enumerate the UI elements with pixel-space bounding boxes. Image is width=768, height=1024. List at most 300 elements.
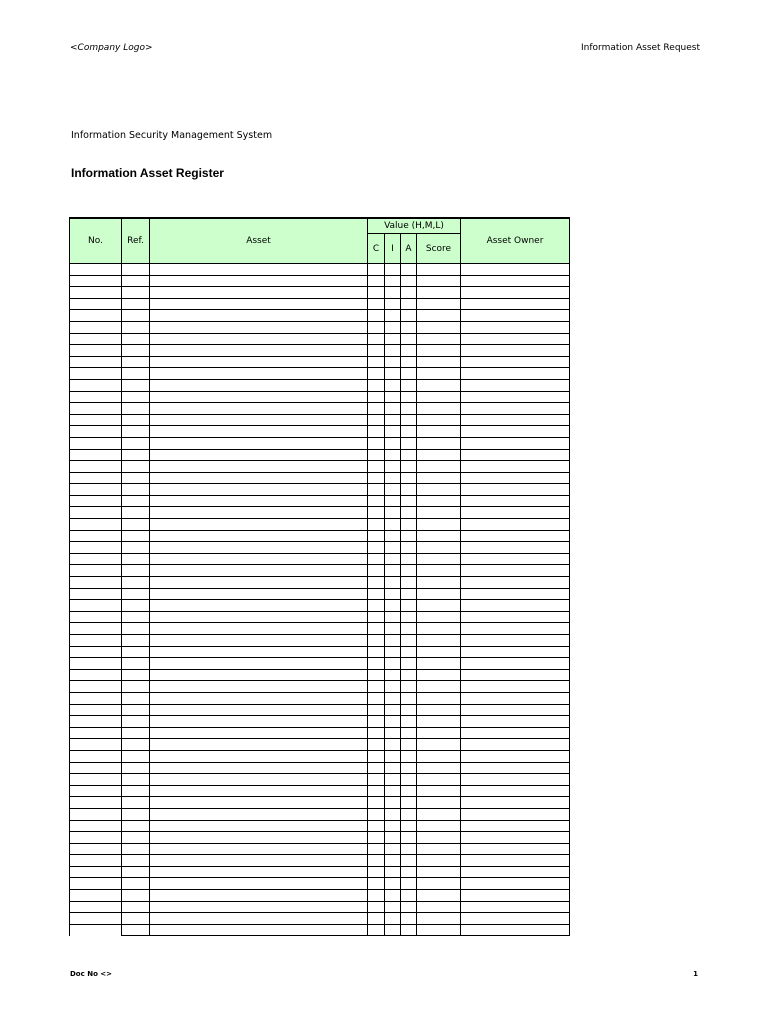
cell-owner[interactable] xyxy=(461,588,570,600)
cell-ref[interactable] xyxy=(122,298,150,310)
cell-score[interactable] xyxy=(417,669,461,681)
cell-c[interactable] xyxy=(368,275,385,287)
cell-i[interactable] xyxy=(385,437,401,449)
cell-owner[interactable] xyxy=(461,843,570,855)
cell-owner[interactable] xyxy=(461,866,570,878)
cell-ref[interactable] xyxy=(122,356,150,368)
cell-score[interactable] xyxy=(417,287,461,299)
cell-c[interactable] xyxy=(368,820,385,832)
cell-a[interactable] xyxy=(401,333,417,345)
cell-ref[interactable] xyxy=(122,449,150,461)
cell-ref[interactable] xyxy=(122,727,150,739)
cell-c[interactable] xyxy=(368,264,385,276)
cell-c[interactable] xyxy=(368,750,385,762)
cell-i[interactable] xyxy=(385,866,401,878)
cell-a[interactable] xyxy=(401,681,417,693)
cell-ref[interactable] xyxy=(122,820,150,832)
cell-owner[interactable] xyxy=(461,356,570,368)
cell-owner[interactable] xyxy=(461,484,570,496)
cell-no[interactable] xyxy=(70,913,122,925)
cell-asset[interactable] xyxy=(150,414,368,426)
cell-no[interactable] xyxy=(70,414,122,426)
cell-a[interactable] xyxy=(401,588,417,600)
cell-score[interactable] xyxy=(417,565,461,577)
cell-score[interactable] xyxy=(417,855,461,867)
cell-i[interactable] xyxy=(385,727,401,739)
cell-owner[interactable] xyxy=(461,750,570,762)
cell-asset[interactable] xyxy=(150,681,368,693)
cell-score[interactable] xyxy=(417,507,461,519)
cell-no[interactable] xyxy=(70,495,122,507)
cell-score[interactable] xyxy=(417,704,461,716)
cell-i[interactable] xyxy=(385,878,401,890)
cell-i[interactable] xyxy=(385,739,401,751)
cell-asset[interactable] xyxy=(150,669,368,681)
cell-c[interactable] xyxy=(368,426,385,438)
cell-c[interactable] xyxy=(368,519,385,531)
cell-i[interactable] xyxy=(385,890,401,902)
cell-score[interactable] xyxy=(417,333,461,345)
cell-ref[interactable] xyxy=(122,495,150,507)
cell-a[interactable] xyxy=(401,553,417,565)
cell-i[interactable] xyxy=(385,391,401,403)
cell-score[interactable] xyxy=(417,878,461,890)
cell-score[interactable] xyxy=(417,356,461,368)
cell-score[interactable] xyxy=(417,762,461,774)
cell-owner[interactable] xyxy=(461,519,570,531)
cell-owner[interactable] xyxy=(461,321,570,333)
cell-a[interactable] xyxy=(401,866,417,878)
cell-score[interactable] xyxy=(417,275,461,287)
cell-a[interactable] xyxy=(401,750,417,762)
cell-c[interactable] xyxy=(368,762,385,774)
cell-owner[interactable] xyxy=(461,681,570,693)
cell-a[interactable] xyxy=(401,820,417,832)
cell-score[interactable] xyxy=(417,913,461,925)
cell-owner[interactable] xyxy=(461,565,570,577)
cell-owner[interactable] xyxy=(461,414,570,426)
cell-i[interactable] xyxy=(385,321,401,333)
cell-i[interactable] xyxy=(385,287,401,299)
cell-a[interactable] xyxy=(401,519,417,531)
cell-owner[interactable] xyxy=(461,774,570,786)
cell-ref[interactable] xyxy=(122,437,150,449)
cell-asset[interactable] xyxy=(150,287,368,299)
cell-score[interactable] xyxy=(417,472,461,484)
cell-no[interactable] xyxy=(70,275,122,287)
cell-asset[interactable] xyxy=(150,785,368,797)
cell-ref[interactable] xyxy=(122,774,150,786)
cell-ref[interactable] xyxy=(122,507,150,519)
cell-asset[interactable] xyxy=(150,391,368,403)
cell-no[interactable] xyxy=(70,797,122,809)
cell-a[interactable] xyxy=(401,727,417,739)
cell-asset[interactable] xyxy=(150,808,368,820)
cell-score[interactable] xyxy=(417,774,461,786)
cell-no[interactable] xyxy=(70,287,122,299)
cell-no[interactable] xyxy=(70,843,122,855)
cell-a[interactable] xyxy=(401,623,417,635)
cell-no[interactable] xyxy=(70,600,122,612)
cell-a[interactable] xyxy=(401,356,417,368)
cell-no[interactable] xyxy=(70,890,122,902)
cell-asset[interactable] xyxy=(150,762,368,774)
cell-score[interactable] xyxy=(417,692,461,704)
cell-c[interactable] xyxy=(368,739,385,751)
cell-asset[interactable] xyxy=(150,901,368,913)
cell-asset[interactable] xyxy=(150,333,368,345)
cell-ref[interactable] xyxy=(122,692,150,704)
cell-c[interactable] xyxy=(368,669,385,681)
cell-score[interactable] xyxy=(417,530,461,542)
cell-i[interactable] xyxy=(385,716,401,728)
cell-score[interactable] xyxy=(417,426,461,438)
cell-owner[interactable] xyxy=(461,507,570,519)
cell-a[interactable] xyxy=(401,426,417,438)
cell-no[interactable] xyxy=(70,750,122,762)
cell-a[interactable] xyxy=(401,321,417,333)
cell-owner[interactable] xyxy=(461,669,570,681)
cell-no[interactable] xyxy=(70,855,122,867)
cell-i[interactable] xyxy=(385,820,401,832)
cell-c[interactable] xyxy=(368,472,385,484)
cell-i[interactable] xyxy=(385,588,401,600)
cell-i[interactable] xyxy=(385,577,401,589)
cell-a[interactable] xyxy=(401,716,417,728)
cell-a[interactable] xyxy=(401,403,417,415)
cell-owner[interactable] xyxy=(461,333,570,345)
cell-ref[interactable] xyxy=(122,878,150,890)
cell-i[interactable] xyxy=(385,449,401,461)
cell-ref[interactable] xyxy=(122,750,150,762)
cell-no[interactable] xyxy=(70,461,122,473)
cell-no[interactable] xyxy=(70,321,122,333)
cell-ref[interactable] xyxy=(122,913,150,925)
cell-c[interactable] xyxy=(368,635,385,647)
cell-asset[interactable] xyxy=(150,321,368,333)
cell-ref[interactable] xyxy=(122,739,150,751)
cell-owner[interactable] xyxy=(461,530,570,542)
cell-c[interactable] xyxy=(368,646,385,658)
cell-i[interactable] xyxy=(385,495,401,507)
cell-no[interactable] xyxy=(70,298,122,310)
cell-c[interactable] xyxy=(368,588,385,600)
cell-no[interactable] xyxy=(70,379,122,391)
cell-score[interactable] xyxy=(417,716,461,728)
cell-asset[interactable] xyxy=(150,890,368,902)
cell-ref[interactable] xyxy=(122,565,150,577)
cell-ref[interactable] xyxy=(122,542,150,554)
cell-score[interactable] xyxy=(417,901,461,913)
cell-no[interactable] xyxy=(70,507,122,519)
cell-asset[interactable] xyxy=(150,565,368,577)
cell-score[interactable] xyxy=(417,391,461,403)
cell-owner[interactable] xyxy=(461,368,570,380)
cell-a[interactable] xyxy=(401,565,417,577)
cell-ref[interactable] xyxy=(122,588,150,600)
cell-no[interactable] xyxy=(70,646,122,658)
cell-c[interactable] xyxy=(368,600,385,612)
cell-owner[interactable] xyxy=(461,298,570,310)
cell-score[interactable] xyxy=(417,635,461,647)
cell-no[interactable] xyxy=(70,692,122,704)
cell-asset[interactable] xyxy=(150,797,368,809)
cell-score[interactable] xyxy=(417,600,461,612)
cell-a[interactable] xyxy=(401,669,417,681)
cell-a[interactable] xyxy=(401,542,417,554)
cell-no[interactable] xyxy=(70,669,122,681)
cell-c[interactable] xyxy=(368,704,385,716)
cell-no[interactable] xyxy=(70,565,122,577)
cell-score[interactable] xyxy=(417,542,461,554)
cell-no[interactable] xyxy=(70,762,122,774)
cell-score[interactable] xyxy=(417,750,461,762)
cell-c[interactable] xyxy=(368,832,385,844)
cell-owner[interactable] xyxy=(461,704,570,716)
cell-score[interactable] xyxy=(417,437,461,449)
cell-ref[interactable] xyxy=(122,472,150,484)
cell-no[interactable] xyxy=(70,658,122,670)
cell-asset[interactable] xyxy=(150,832,368,844)
cell-owner[interactable] xyxy=(461,739,570,751)
cell-i[interactable] xyxy=(385,635,401,647)
cell-owner[interactable] xyxy=(461,449,570,461)
cell-ref[interactable] xyxy=(122,797,150,809)
cell-no[interactable] xyxy=(70,681,122,693)
cell-asset[interactable] xyxy=(150,553,368,565)
cell-ref[interactable] xyxy=(122,646,150,658)
cell-i[interactable] xyxy=(385,414,401,426)
cell-ref[interactable] xyxy=(122,600,150,612)
cell-owner[interactable] xyxy=(461,611,570,623)
cell-i[interactable] xyxy=(385,785,401,797)
cell-i[interactable] xyxy=(385,379,401,391)
cell-a[interactable] xyxy=(401,275,417,287)
cell-owner[interactable] xyxy=(461,635,570,647)
cell-no[interactable] xyxy=(70,901,122,913)
cell-asset[interactable] xyxy=(150,530,368,542)
cell-c[interactable] xyxy=(368,913,385,925)
cell-i[interactable] xyxy=(385,565,401,577)
cell-c[interactable] xyxy=(368,843,385,855)
cell-no[interactable] xyxy=(70,368,122,380)
cell-owner[interactable] xyxy=(461,345,570,357)
cell-asset[interactable] xyxy=(150,472,368,484)
cell-a[interactable] xyxy=(401,345,417,357)
cell-i[interactable] xyxy=(385,298,401,310)
cell-ref[interactable] xyxy=(122,832,150,844)
cell-i[interactable] xyxy=(385,913,401,925)
cell-ref[interactable] xyxy=(122,287,150,299)
cell-owner[interactable] xyxy=(461,855,570,867)
cell-owner[interactable] xyxy=(461,646,570,658)
cell-c[interactable] xyxy=(368,924,385,936)
cell-no[interactable] xyxy=(70,264,122,276)
cell-asset[interactable] xyxy=(150,403,368,415)
cell-owner[interactable] xyxy=(461,913,570,925)
cell-no[interactable] xyxy=(70,866,122,878)
cell-a[interactable] xyxy=(401,577,417,589)
cell-c[interactable] xyxy=(368,692,385,704)
cell-no[interactable] xyxy=(70,832,122,844)
cell-asset[interactable] xyxy=(150,368,368,380)
cell-ref[interactable] xyxy=(122,669,150,681)
cell-owner[interactable] xyxy=(461,832,570,844)
cell-i[interactable] xyxy=(385,611,401,623)
cell-a[interactable] xyxy=(401,901,417,913)
cell-i[interactable] xyxy=(385,356,401,368)
cell-asset[interactable] xyxy=(150,820,368,832)
cell-owner[interactable] xyxy=(461,716,570,728)
cell-ref[interactable] xyxy=(122,426,150,438)
cell-c[interactable] xyxy=(368,379,385,391)
cell-c[interactable] xyxy=(368,298,385,310)
cell-ref[interactable] xyxy=(122,901,150,913)
cell-score[interactable] xyxy=(417,379,461,391)
cell-asset[interactable] xyxy=(150,924,368,936)
cell-a[interactable] xyxy=(401,855,417,867)
cell-c[interactable] xyxy=(368,449,385,461)
cell-c[interactable] xyxy=(368,611,385,623)
cell-a[interactable] xyxy=(401,658,417,670)
cell-c[interactable] xyxy=(368,495,385,507)
cell-asset[interactable] xyxy=(150,426,368,438)
cell-owner[interactable] xyxy=(461,924,570,936)
cell-score[interactable] xyxy=(417,727,461,739)
cell-i[interactable] xyxy=(385,507,401,519)
cell-owner[interactable] xyxy=(461,461,570,473)
cell-asset[interactable] xyxy=(150,750,368,762)
cell-ref[interactable] xyxy=(122,924,150,936)
cell-c[interactable] xyxy=(368,310,385,322)
cell-ref[interactable] xyxy=(122,530,150,542)
cell-owner[interactable] xyxy=(461,600,570,612)
cell-i[interactable] xyxy=(385,403,401,415)
cell-ref[interactable] xyxy=(122,890,150,902)
cell-asset[interactable] xyxy=(150,855,368,867)
cell-owner[interactable] xyxy=(461,379,570,391)
cell-owner[interactable] xyxy=(461,310,570,322)
cell-owner[interactable] xyxy=(461,727,570,739)
cell-a[interactable] xyxy=(401,808,417,820)
cell-c[interactable] xyxy=(368,356,385,368)
cell-no[interactable] xyxy=(70,611,122,623)
cell-asset[interactable] xyxy=(150,774,368,786)
cell-c[interactable] xyxy=(368,623,385,635)
cell-no[interactable] xyxy=(70,345,122,357)
cell-owner[interactable] xyxy=(461,762,570,774)
cell-no[interactable] xyxy=(70,356,122,368)
cell-c[interactable] xyxy=(368,403,385,415)
cell-asset[interactable] xyxy=(150,646,368,658)
cell-asset[interactable] xyxy=(150,356,368,368)
cell-asset[interactable] xyxy=(150,611,368,623)
cell-asset[interactable] xyxy=(150,379,368,391)
cell-a[interactable] xyxy=(401,264,417,276)
cell-c[interactable] xyxy=(368,716,385,728)
cell-score[interactable] xyxy=(417,739,461,751)
cell-i[interactable] xyxy=(385,704,401,716)
cell-a[interactable] xyxy=(401,437,417,449)
cell-ref[interactable] xyxy=(122,414,150,426)
cell-i[interactable] xyxy=(385,692,401,704)
cell-a[interactable] xyxy=(401,913,417,925)
cell-a[interactable] xyxy=(401,890,417,902)
cell-asset[interactable] xyxy=(150,878,368,890)
cell-a[interactable] xyxy=(401,414,417,426)
cell-score[interactable] xyxy=(417,264,461,276)
cell-c[interactable] xyxy=(368,901,385,913)
cell-c[interactable] xyxy=(368,484,385,496)
cell-c[interactable] xyxy=(368,437,385,449)
cell-a[interactable] xyxy=(401,704,417,716)
cell-ref[interactable] xyxy=(122,681,150,693)
cell-a[interactable] xyxy=(401,843,417,855)
cell-score[interactable] xyxy=(417,461,461,473)
cell-ref[interactable] xyxy=(122,403,150,415)
cell-score[interactable] xyxy=(417,414,461,426)
cell-a[interactable] xyxy=(401,611,417,623)
cell-no[interactable] xyxy=(70,623,122,635)
cell-score[interactable] xyxy=(417,449,461,461)
cell-score[interactable] xyxy=(417,553,461,565)
cell-owner[interactable] xyxy=(461,264,570,276)
cell-asset[interactable] xyxy=(150,437,368,449)
cell-c[interactable] xyxy=(368,287,385,299)
cell-no[interactable] xyxy=(70,426,122,438)
cell-score[interactable] xyxy=(417,298,461,310)
cell-c[interactable] xyxy=(368,391,385,403)
cell-no[interactable] xyxy=(70,820,122,832)
cell-ref[interactable] xyxy=(122,333,150,345)
cell-no[interactable] xyxy=(70,484,122,496)
cell-no[interactable] xyxy=(70,542,122,554)
cell-i[interactable] xyxy=(385,924,401,936)
cell-ref[interactable] xyxy=(122,379,150,391)
cell-no[interactable] xyxy=(70,530,122,542)
cell-c[interactable] xyxy=(368,658,385,670)
cell-asset[interactable] xyxy=(150,588,368,600)
cell-i[interactable] xyxy=(385,797,401,809)
cell-asset[interactable] xyxy=(150,635,368,647)
cell-asset[interactable] xyxy=(150,264,368,276)
cell-ref[interactable] xyxy=(122,635,150,647)
cell-ref[interactable] xyxy=(122,577,150,589)
cell-asset[interactable] xyxy=(150,298,368,310)
cell-ref[interactable] xyxy=(122,716,150,728)
cell-score[interactable] xyxy=(417,588,461,600)
cell-owner[interactable] xyxy=(461,426,570,438)
cell-no[interactable] xyxy=(70,727,122,739)
cell-no[interactable] xyxy=(70,924,122,936)
cell-score[interactable] xyxy=(417,646,461,658)
cell-score[interactable] xyxy=(417,484,461,496)
cell-a[interactable] xyxy=(401,287,417,299)
cell-c[interactable] xyxy=(368,855,385,867)
cell-ref[interactable] xyxy=(122,623,150,635)
cell-asset[interactable] xyxy=(150,739,368,751)
cell-score[interactable] xyxy=(417,345,461,357)
cell-score[interactable] xyxy=(417,321,461,333)
cell-c[interactable] xyxy=(368,866,385,878)
cell-i[interactable] xyxy=(385,264,401,276)
cell-owner[interactable] xyxy=(461,808,570,820)
cell-score[interactable] xyxy=(417,843,461,855)
cell-asset[interactable] xyxy=(150,600,368,612)
cell-no[interactable] xyxy=(70,472,122,484)
cell-ref[interactable] xyxy=(122,345,150,357)
cell-ref[interactable] xyxy=(122,808,150,820)
